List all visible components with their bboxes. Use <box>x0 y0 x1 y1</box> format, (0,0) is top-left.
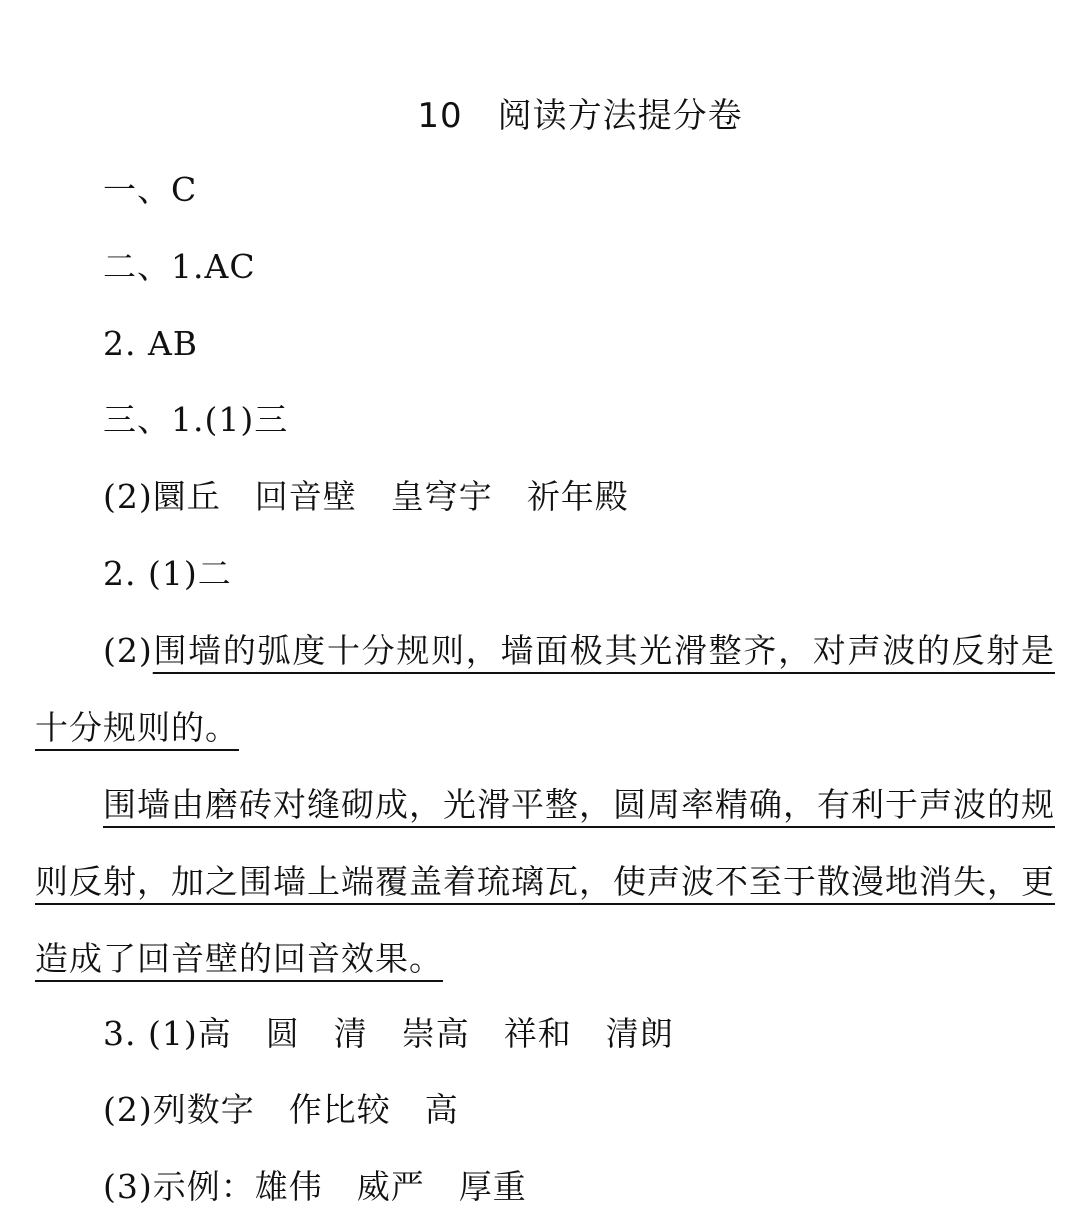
page-title: 10 阅读方法提分卷 <box>417 96 743 136</box>
answer-part-3-q2-3 <box>35 766 1055 997</box>
answer-part-2-q2: 2. AB <box>103 324 199 363</box>
answer-part-2-q1: 二、1.AC <box>103 247 256 286</box>
answer-part-1: 一、C <box>103 170 198 209</box>
answer-part-3-q2-2-prefix: (2) <box>103 631 153 670</box>
answer-part-3-q3-2: (2)列数字 作比较 高 <box>103 1090 459 1129</box>
answer-part-3-q3-1: 3. (1)高 圆 清 崇高 祥和 清朗 <box>103 1014 674 1053</box>
answer-part-3-q1-1: 三、1.(1)三 <box>103 400 289 439</box>
answer-part-3-q1-2: (2)圜丘 回音壁 皇穹宇 祈年殿 <box>103 477 629 516</box>
answer-part-3-q2-2 <box>35 612 1055 766</box>
answer-part-3-q2-1: 2. (1)二 <box>103 554 232 593</box>
answer-part-3-q2-3-underlined: 围墙由磨砖对缝砌成，光滑平整，圆周率精确，有利于声波的规则反射，加之围墙上端覆盖着琉璃瓦，使声波不至于散漫地消失，更造成了回音壁的回音效果。 <box>35 785 1055 978</box>
answer-part-3-q3-3: (3)示例：雄伟 威严 厚重 <box>103 1167 527 1206</box>
answer-part-3-q2-2-underlined: 围墙的弧度十分规则，墙面极其光滑整齐，对声波的反射是十分规则的。 <box>35 631 1055 747</box>
